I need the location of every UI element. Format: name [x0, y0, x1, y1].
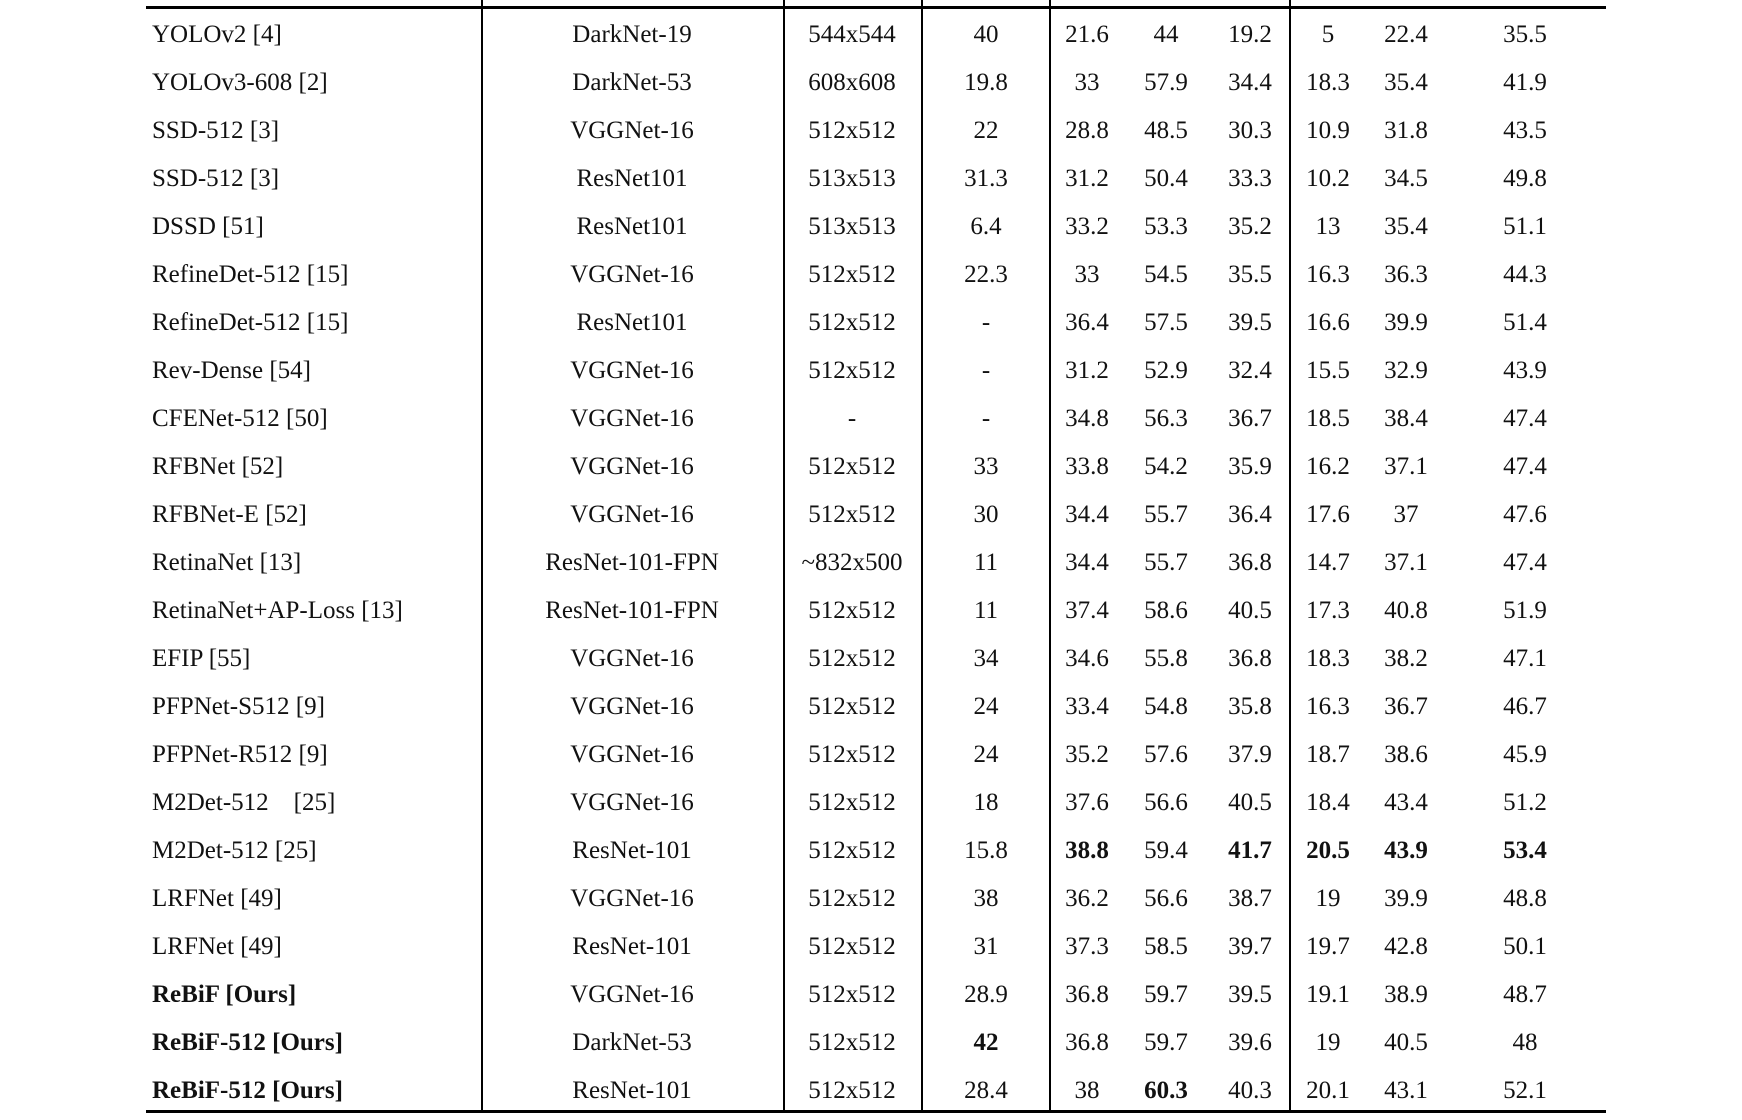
ap75-cell: 35.9	[1228, 453, 1272, 480]
ap-cell: 36.2	[1065, 885, 1109, 912]
ap-cell: 34.4	[1065, 549, 1109, 576]
backbone-cell: VGGNet-16	[570, 741, 694, 768]
aps-cell: 19.7	[1306, 933, 1350, 960]
fps-cell: 40	[973, 21, 999, 48]
fps-cell: 15.8	[964, 837, 1008, 864]
apl-cell: 51.1	[1503, 213, 1547, 240]
ap50-cell: 58.6	[1144, 597, 1188, 624]
apl-cell: 43.9	[1503, 357, 1547, 384]
method-cell: RFBNet [52]	[152, 453, 284, 480]
input-size-cell: 512x512	[808, 453, 896, 480]
method-cell: YOLOv3-608 [2]	[152, 69, 328, 96]
method-cell: EFIP [55]	[152, 645, 251, 672]
aps-cell: 19	[1315, 1029, 1341, 1056]
ap-cell: 33	[1074, 69, 1100, 96]
aps-cell: 18.4	[1306, 789, 1350, 816]
ap-cell: 38.8	[1065, 837, 1109, 864]
apl-cell: 53.4	[1503, 837, 1547, 864]
table-row	[0, 347, 1742, 395]
apm-cell: 37	[1393, 501, 1419, 528]
apm-cell: 34.5	[1384, 165, 1428, 192]
method-cell: PFPNet-S512 [9]	[152, 693, 325, 720]
table-row	[0, 11, 1742, 59]
ap-cell: 38	[1074, 1077, 1100, 1104]
input-size-cell: 512x512	[808, 117, 896, 144]
ap75-cell: 39.7	[1228, 933, 1272, 960]
table-row	[0, 1019, 1742, 1067]
apl-cell: 49.8	[1503, 165, 1547, 192]
apl-cell: 46.7	[1503, 693, 1547, 720]
input-size-cell: 544x544	[808, 21, 896, 48]
apl-cell: 51.4	[1503, 309, 1547, 336]
backbone-cell: VGGNet-16	[570, 357, 694, 384]
apl-cell: 52.1	[1503, 1077, 1547, 1104]
fps-cell: 24	[973, 741, 999, 768]
ap75-cell: 39.5	[1228, 309, 1272, 336]
aps-cell: 10.9	[1306, 117, 1350, 144]
apm-cell: 43.9	[1384, 837, 1428, 864]
table-row	[0, 539, 1742, 587]
apl-cell: 50.1	[1503, 933, 1547, 960]
ap75-cell: 32.4	[1228, 357, 1272, 384]
method-cell: RetinaNet+AP-Loss [13]	[152, 597, 403, 624]
apl-cell: 51.9	[1503, 597, 1547, 624]
table-row	[0, 251, 1742, 299]
ap75-cell: 30.3	[1228, 117, 1272, 144]
aps-cell: 5	[1321, 21, 1335, 48]
backbone-cell: VGGNet-16	[570, 789, 694, 816]
input-size-cell: 513x513	[808, 165, 896, 192]
input-size-cell: 512x512	[808, 1077, 896, 1104]
backbone-cell: VGGNet-16	[570, 501, 694, 528]
apm-cell: 36.3	[1384, 261, 1428, 288]
fps-cell: 42	[973, 1029, 999, 1056]
method-cell: DSSD [51]	[152, 213, 264, 240]
method-cell: YOLOv2 [4]	[152, 21, 282, 48]
backbone-cell: ResNet-101	[572, 837, 692, 864]
apm-cell: 43.1	[1384, 1077, 1428, 1104]
fps-cell: 28.4	[964, 1077, 1008, 1104]
ap50-cell: 53.3	[1144, 213, 1188, 240]
ap75-cell: 36.4	[1228, 501, 1272, 528]
input-size-cell: 512x512	[808, 1029, 896, 1056]
aps-cell: 16.2	[1306, 453, 1350, 480]
input-size-cell: -	[847, 405, 857, 432]
input-size-cell: 512x512	[808, 981, 896, 1008]
ap-cell: 33.8	[1065, 453, 1109, 480]
table-row	[0, 779, 1742, 827]
apm-cell: 37.1	[1384, 549, 1428, 576]
backbone-cell: ResNet101	[576, 309, 688, 336]
ap-cell: 35.2	[1065, 741, 1109, 768]
backbone-cell: DarkNet-53	[572, 1029, 692, 1056]
apl-cell: 41.9	[1503, 69, 1547, 96]
aps-cell: 18.3	[1306, 645, 1350, 672]
backbone-cell: ResNet-101-FPN	[545, 597, 719, 624]
apm-cell: 43.4	[1384, 789, 1428, 816]
apm-cell: 35.4	[1384, 213, 1428, 240]
input-size-cell: 512x512	[808, 645, 896, 672]
fps-cell: 24	[973, 693, 999, 720]
fps-cell: 22.3	[964, 261, 1008, 288]
fps-cell: 22	[973, 117, 999, 144]
ap-cell: 28.8	[1065, 117, 1109, 144]
table-row	[0, 923, 1742, 971]
table-row	[0, 443, 1742, 491]
fps-cell: 6.4	[970, 213, 1002, 240]
ap75-cell: 41.7	[1228, 837, 1272, 864]
apl-cell: 48.7	[1503, 981, 1547, 1008]
ap-cell: 36.8	[1065, 1029, 1109, 1056]
method-cell: PFPNet-R512 [9]	[152, 741, 328, 768]
ap50-cell: 52.9	[1144, 357, 1188, 384]
backbone-cell: VGGNet-16	[570, 405, 694, 432]
ap50-cell: 57.5	[1144, 309, 1188, 336]
apl-cell: 43.5	[1503, 117, 1547, 144]
backbone-cell: DarkNet-19	[572, 21, 692, 48]
backbone-cell: VGGNet-16	[570, 453, 694, 480]
ap75-cell: 38.7	[1228, 885, 1272, 912]
ap50-cell: 55.7	[1144, 501, 1188, 528]
fps-cell: 31	[973, 933, 999, 960]
table-row	[0, 395, 1742, 443]
input-size-cell: 512x512	[808, 789, 896, 816]
aps-cell: 16.3	[1306, 693, 1350, 720]
ap75-cell: 35.8	[1228, 693, 1272, 720]
ap-cell: 34.8	[1065, 405, 1109, 432]
fps-cell: 30	[973, 501, 999, 528]
apm-cell: 36.7	[1384, 693, 1428, 720]
ap75-cell: 35.2	[1228, 213, 1272, 240]
table-row	[0, 827, 1742, 875]
ap50-cell: 56.6	[1144, 789, 1188, 816]
apm-cell: 35.4	[1384, 69, 1428, 96]
input-size-cell: 512x512	[808, 933, 896, 960]
input-size-cell: 608x608	[808, 69, 896, 96]
ap-cell: 34.4	[1065, 501, 1109, 528]
input-size-cell: 513x513	[808, 213, 896, 240]
top-rule	[146, 6, 1606, 9]
ap75-cell: 40.5	[1228, 597, 1272, 624]
ap75-cell: 37.9	[1228, 741, 1272, 768]
aps-cell: 18.3	[1306, 69, 1350, 96]
table-row	[0, 875, 1742, 923]
backbone-cell: ResNet101	[576, 165, 688, 192]
fps-cell: 11	[973, 597, 999, 624]
ap75-cell: 36.8	[1228, 645, 1272, 672]
aps-cell: 19	[1315, 885, 1341, 912]
ap-cell: 33.2	[1065, 213, 1109, 240]
fps-cell: 18	[973, 789, 999, 816]
apl-cell: 47.1	[1503, 645, 1547, 672]
ap50-cell: 59.4	[1144, 837, 1188, 864]
ap50-cell: 50.4	[1144, 165, 1188, 192]
ap50-cell: 60.3	[1144, 1077, 1188, 1104]
ap-cell: 33.4	[1065, 693, 1109, 720]
apl-cell: 48	[1512, 1029, 1538, 1056]
ap50-cell: 54.2	[1144, 453, 1188, 480]
apm-cell: 32.9	[1384, 357, 1428, 384]
backbone-cell: VGGNet-16	[570, 645, 694, 672]
aps-cell: 17.3	[1306, 597, 1350, 624]
fps-cell: 11	[973, 549, 999, 576]
ap75-cell: 36.8	[1228, 549, 1272, 576]
method-cell: RefineDet-512 [15]	[152, 261, 349, 288]
fps-cell: 28.9	[964, 981, 1008, 1008]
ap50-cell: 44	[1153, 21, 1179, 48]
method-cell: SSD-512 [3]	[152, 117, 280, 144]
ap50-cell: 59.7	[1144, 981, 1188, 1008]
fps-cell: 33	[973, 453, 999, 480]
fps-cell: 34	[973, 645, 999, 672]
ap-cell: 37.6	[1065, 789, 1109, 816]
ap-cell: 21.6	[1065, 21, 1109, 48]
backbone-cell: ResNet-101	[572, 1077, 692, 1104]
ap-cell: 31.2	[1065, 357, 1109, 384]
backbone-cell: ResNet-101-FPN	[545, 549, 719, 576]
aps-cell: 19.1	[1306, 981, 1350, 1008]
method-cell: LRFNet [49]	[152, 933, 282, 960]
ap50-cell: 56.3	[1144, 405, 1188, 432]
table-row	[0, 155, 1742, 203]
aps-cell: 16.6	[1306, 309, 1350, 336]
input-size-cell: 512x512	[808, 597, 896, 624]
table-row	[0, 299, 1742, 347]
method-cell: ReBiF-512 [Ours]	[152, 1077, 343, 1104]
fps-cell: -	[981, 309, 991, 336]
ap-cell: 37.4	[1065, 597, 1109, 624]
ap50-cell: 58.5	[1144, 933, 1188, 960]
aps-cell: 18.7	[1306, 741, 1350, 768]
method-cell: RefineDet-512 [15]	[152, 309, 349, 336]
apl-cell: 47.4	[1503, 549, 1547, 576]
apl-cell: 45.9	[1503, 741, 1547, 768]
ap75-cell: 34.4	[1228, 69, 1272, 96]
input-size-cell: 512x512	[808, 309, 896, 336]
ap50-cell: 48.5	[1144, 117, 1188, 144]
table-row	[0, 587, 1742, 635]
apm-cell: 38.4	[1384, 405, 1428, 432]
apm-cell: 38.2	[1384, 645, 1428, 672]
ap75-cell: 40.5	[1228, 789, 1272, 816]
ap50-cell: 59.7	[1144, 1029, 1188, 1056]
ap75-cell: 40.3	[1228, 1077, 1272, 1104]
fps-cell: 19.8	[964, 69, 1008, 96]
apm-cell: 38.9	[1384, 981, 1428, 1008]
backbone-cell: ResNet-101	[572, 933, 692, 960]
method-cell: M2Det-512 [25]	[152, 789, 336, 816]
input-size-cell: 512x512	[808, 357, 896, 384]
ap50-cell: 57.9	[1144, 69, 1188, 96]
aps-cell: 14.7	[1306, 549, 1350, 576]
input-size-cell: ~832x500	[801, 549, 903, 576]
aps-cell: 20.5	[1306, 837, 1350, 864]
apm-cell: 39.9	[1384, 885, 1428, 912]
apm-cell: 22.4	[1384, 21, 1428, 48]
apl-cell: 35.5	[1503, 21, 1547, 48]
table-row	[0, 59, 1742, 107]
method-cell: SSD-512 [3]	[152, 165, 280, 192]
table-row	[0, 203, 1742, 251]
ap75-cell: 33.3	[1228, 165, 1272, 192]
apm-cell: 40.8	[1384, 597, 1428, 624]
ap50-cell: 54.8	[1144, 693, 1188, 720]
aps-cell: 16.3	[1306, 261, 1350, 288]
fps-cell: 31.3	[964, 165, 1008, 192]
ap-cell: 36.4	[1065, 309, 1109, 336]
method-cell: Rev-Dense [54]	[152, 357, 311, 384]
fps-cell: 38	[973, 885, 999, 912]
backbone-cell: VGGNet-16	[570, 117, 694, 144]
apl-cell: 47.4	[1503, 405, 1547, 432]
table-row	[0, 731, 1742, 779]
table-row	[0, 683, 1742, 731]
ap-cell: 37.3	[1065, 933, 1109, 960]
aps-cell: 18.5	[1306, 405, 1350, 432]
table-row	[0, 1067, 1742, 1115]
apm-cell: 42.8	[1384, 933, 1428, 960]
fps-cell: -	[981, 357, 991, 384]
method-cell: RFBNet-E [52]	[152, 501, 307, 528]
table-row	[0, 491, 1742, 539]
apl-cell: 48.8	[1503, 885, 1547, 912]
apm-cell: 39.9	[1384, 309, 1428, 336]
aps-cell: 13	[1315, 213, 1341, 240]
backbone-cell: VGGNet-16	[570, 261, 694, 288]
input-size-cell: 512x512	[808, 837, 896, 864]
aps-cell: 17.6	[1306, 501, 1350, 528]
ap75-cell: 36.7	[1228, 405, 1272, 432]
ap-cell: 36.8	[1065, 981, 1109, 1008]
input-size-cell: 512x512	[808, 741, 896, 768]
backbone-cell: DarkNet-53	[572, 69, 692, 96]
apm-cell: 40.5	[1384, 1029, 1428, 1056]
table-row	[0, 971, 1742, 1019]
ap50-cell: 55.8	[1144, 645, 1188, 672]
input-size-cell: 512x512	[808, 885, 896, 912]
backbone-cell: ResNet101	[576, 213, 688, 240]
ap75-cell: 39.5	[1228, 981, 1272, 1008]
apl-cell: 51.2	[1503, 789, 1547, 816]
apm-cell: 37.1	[1384, 453, 1428, 480]
input-size-cell: 512x512	[808, 261, 896, 288]
ap50-cell: 55.7	[1144, 549, 1188, 576]
method-cell: RetinaNet [13]	[152, 549, 302, 576]
ap-cell: 31.2	[1065, 165, 1109, 192]
table-row	[0, 635, 1742, 683]
backbone-cell: VGGNet-16	[570, 981, 694, 1008]
method-cell: M2Det-512 [25]	[152, 837, 317, 864]
backbone-cell: VGGNet-16	[570, 885, 694, 912]
table-row	[0, 107, 1742, 155]
ap50-cell: 57.6	[1144, 741, 1188, 768]
ap75-cell: 35.5	[1228, 261, 1272, 288]
ap-cell: 33	[1074, 261, 1100, 288]
ap50-cell: 54.5	[1144, 261, 1188, 288]
ap75-cell: 19.2	[1228, 21, 1272, 48]
aps-cell: 10.2	[1306, 165, 1350, 192]
aps-cell: 15.5	[1306, 357, 1350, 384]
method-cell: LRFNet [49]	[152, 885, 282, 912]
ap-cell: 34.6	[1065, 645, 1109, 672]
apl-cell: 47.4	[1503, 453, 1547, 480]
method-cell: CFENet-512 [50]	[152, 405, 328, 432]
apl-cell: 47.6	[1503, 501, 1547, 528]
apm-cell: 31.8	[1384, 117, 1428, 144]
ap75-cell: 39.6	[1228, 1029, 1272, 1056]
apl-cell: 44.3	[1503, 261, 1547, 288]
input-size-cell: 512x512	[808, 501, 896, 528]
fps-cell: -	[981, 405, 991, 432]
ap50-cell: 56.6	[1144, 885, 1188, 912]
method-cell: ReBiF [Ours]	[152, 981, 297, 1008]
backbone-cell: VGGNet-16	[570, 693, 694, 720]
apm-cell: 38.6	[1384, 741, 1428, 768]
aps-cell: 20.1	[1306, 1077, 1350, 1104]
input-size-cell: 512x512	[808, 693, 896, 720]
method-cell: ReBiF-512 [Ours]	[152, 1029, 343, 1056]
